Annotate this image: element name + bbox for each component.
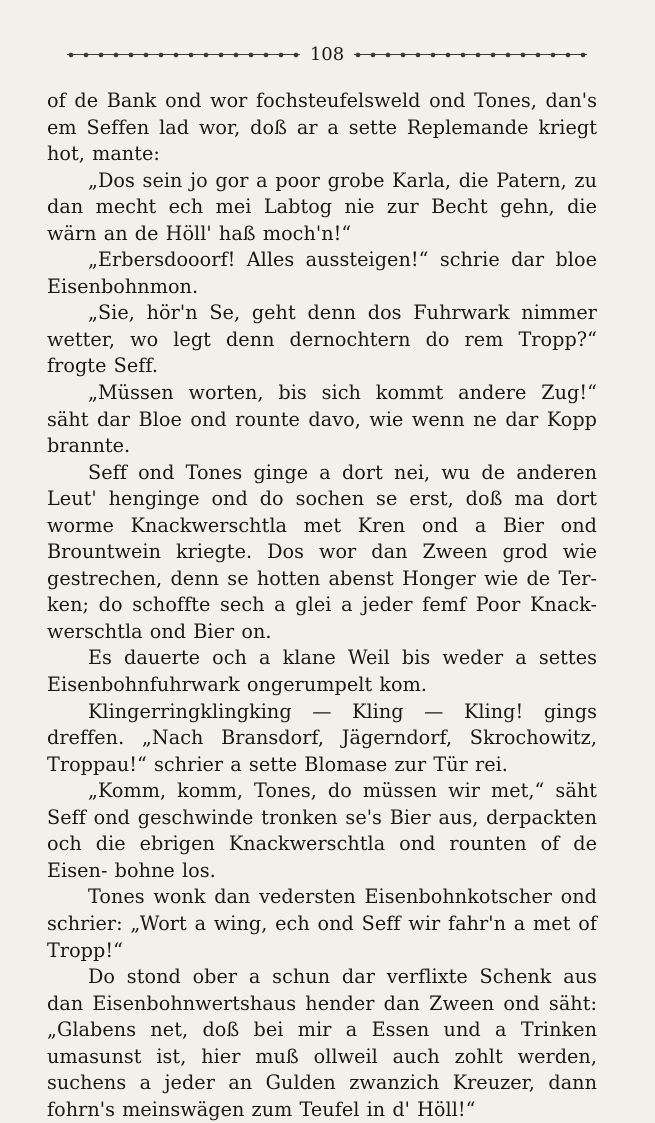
paragraph-innkeeper: Do stond ober a schun dar verflixte Schenk aus dan Eisenbohnwertshaus hender dan Zween ond säht: „Glabens net, doß bei mir a Essen und a Trinken umasunst ist, hier muß ollweil auch zohlt werden, suchens a jeder an Gulden zwanzich Kreuzer, dann fohrn's meinswägen zum Teufel in d' Höll!“ <box>47 965 597 1121</box>
paragraph-food-and-drink: Seff ond Tones ginge a dort nei, wu de anderen Leut' henginge ond do sochen se erst, doß ma dort worme Knackwerschtla met Kren ond a Bier ond Brountwein kriegte. Dos wor dan Zween grod wie gestrechen, denn se hotten abenst Honger wie de Ter- ken; do schoffte sech a glei a jeder femf Poor Knack- werschtla ond Bier on. <box>47 460 597 643</box>
right-header-ornament <box>354 51 587 59</box>
page-number: 108 <box>309 44 345 65</box>
body-text <box>47 88 597 1123</box>
paragraph-new-train: Es dauerte och a klane Weil bis weder a settes Eisenbohnfuhrwark ongerumpelt kom. <box>47 646 597 697</box>
paragraph-call-to-driver: Tones wonk dan vedersten Eisenbohnkotscher ond schrier: „Wort a wing, ech ond Seff wir fahr'n a met of Tropp!“ <box>47 885 597 962</box>
page-header <box>57 38 597 72</box>
left-header-ornament <box>67 51 300 59</box>
paragraph-conductor-call: „Erbersdooorf! Alles aussteigen!“ schrie dar bloe Eisenbohnmon. <box>47 248 597 298</box>
paragraph-hurry-up: „Komm, komm, Tones, do müssen wir met,“ säht Seff ond geschwinde tronken se's Bier aus, derpackten och die ebrigen Knackwerschtla ond rounten of de Eisen- bohne los. <box>47 779 597 882</box>
paragraph-bell-ring: Klingerringklingking — Kling — Kling! gings dreffen. „Nach Bransdorf, Jägerndorf, Skrochowitz, Troppau!“ schrier a sette Blomase zur Tür rei. <box>47 699 597 776</box>
paragraph-speech-karla: „Dos sein jo gor a poor grobe Karla, die Patern, zu dan mecht ech mei Labtog nie zur Becht gehn, die wärn an de Höll' haß moch'n!“ <box>47 168 597 245</box>
paragraph-continuation: of de Bank ond wor fochsteufelsweld ond Tones, dan's em Seffen lad wor, doß ar a sette Replemande kriegt hot, mante: <box>47 89 597 166</box>
paragraph-wait-reply: „Müssen worten, bis sich kommt andere Zug!“ säht dar Bloe ond rounte davo, wie wenn ne dar Kopp brannte. <box>47 381 597 458</box>
paragraph-question-wagon: „Sie, hör'n Se, geht denn dos Fuhrwark nimmer wetter, wo legt denn dernochtern do rem Tropp?“ frogte Seff. <box>47 301 597 378</box>
